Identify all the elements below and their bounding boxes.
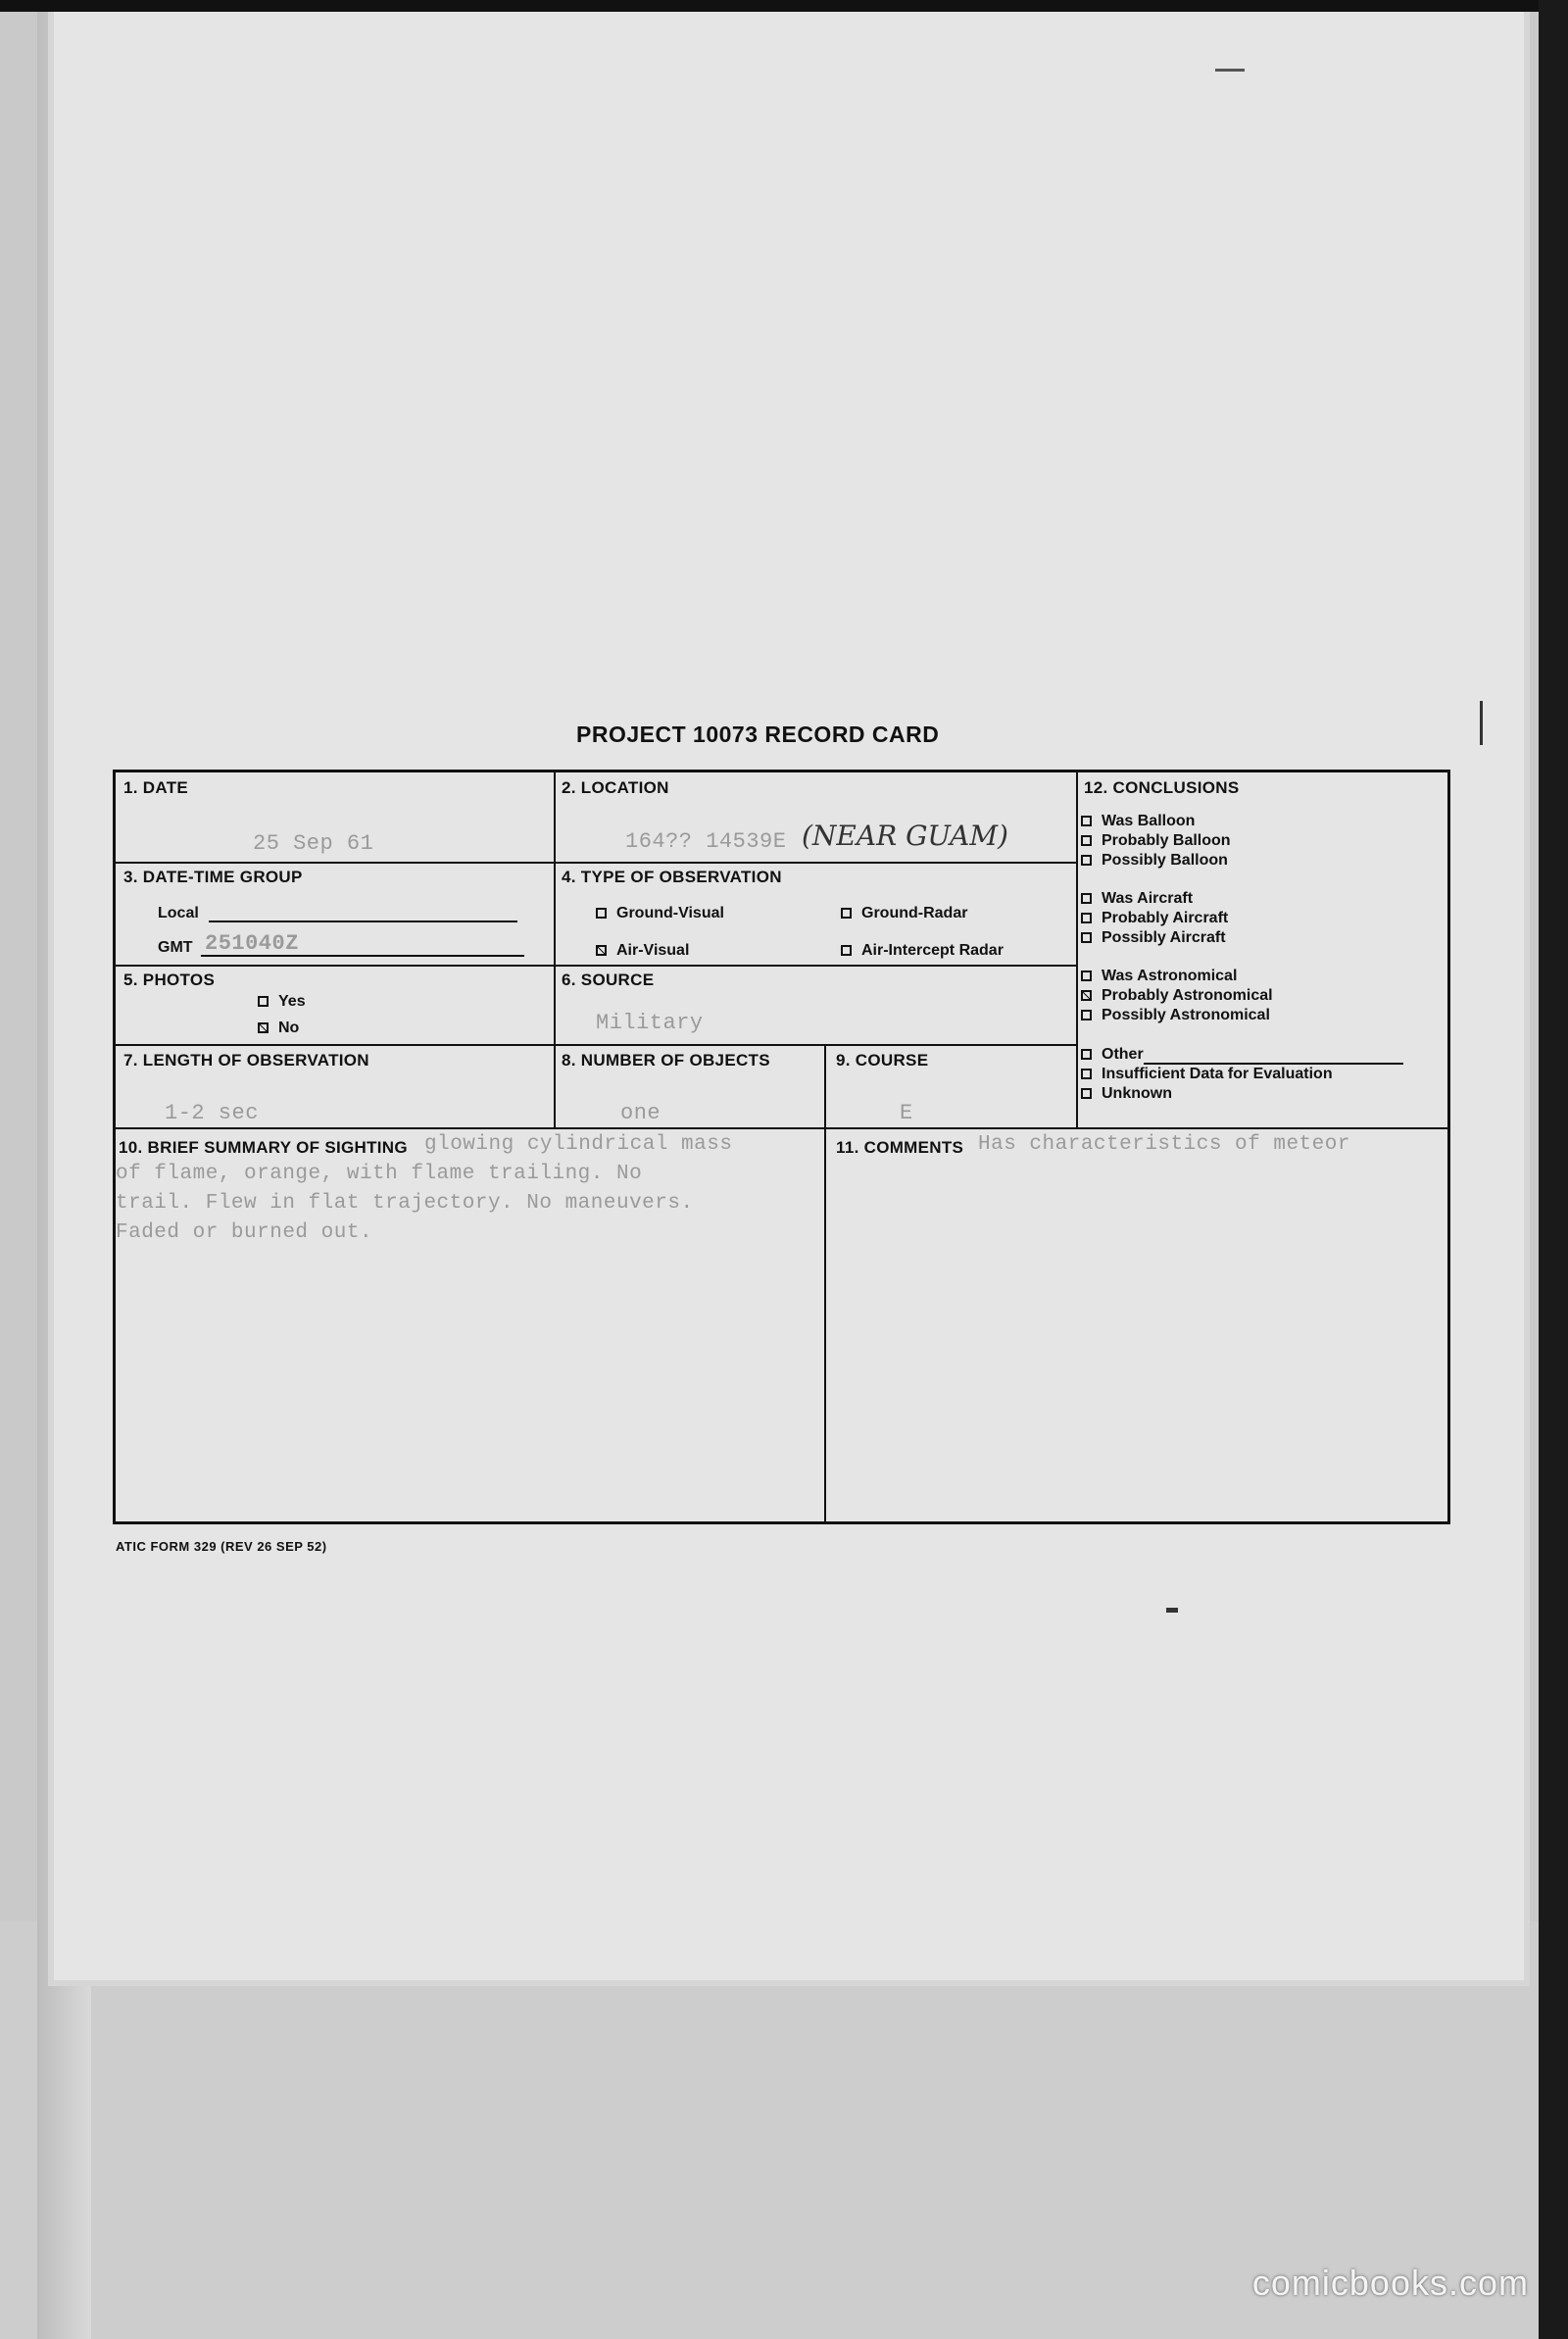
comments-label: 11. COMMENTS [836, 1138, 964, 1157]
source-label: 6. SOURCE [562, 970, 655, 989]
checkbox [1081, 835, 1092, 846]
type-label: 4. TYPE OF OBSERVATION [562, 868, 782, 886]
location-label: 2. LOCATION [562, 778, 669, 797]
length-label: 7. LENGTH OF OBSERVATION [123, 1051, 369, 1070]
photos-label: 5. PHOTOS [123, 970, 216, 989]
length-value: 1-2 sec [165, 1101, 259, 1125]
comments-value: Has characteristics of meteor [978, 1133, 1350, 1156]
divider [554, 772, 556, 1127]
gmt-label [158, 931, 524, 957]
local-field [209, 921, 517, 922]
conclusion-was-astronomical [1081, 967, 1237, 986]
divider [116, 1127, 1450, 1129]
checkbox [258, 996, 269, 1007]
checkbox [1081, 913, 1092, 923]
checkbox [1081, 855, 1092, 866]
photos-no-option [258, 1020, 299, 1037]
conclusion-text: Unknown [1102, 1085, 1172, 1102]
ground-radar-option [841, 905, 967, 922]
divider [824, 1127, 826, 1522]
objects-label: 8. NUMBER OF OBJECTS [562, 1051, 770, 1070]
checkbox [596, 908, 607, 919]
air-visual-option [596, 942, 689, 960]
checkbox [841, 945, 852, 956]
checkbox [1081, 932, 1092, 943]
gmt-label-text: GMT [158, 939, 193, 956]
checkbox [1081, 1010, 1092, 1020]
course-value: E [900, 1101, 913, 1125]
summary-label: 10. BRIEF SUMMARY OF SIGHTING [119, 1138, 408, 1157]
scan-top-border [0, 0, 1568, 12]
source-value: Military [596, 1011, 704, 1035]
conclusion-insufficient-data [1081, 1065, 1333, 1084]
conclusion-was-balloon [1081, 812, 1195, 831]
date-label: 1. DATE [123, 778, 189, 797]
photos-no-text: No [278, 1020, 300, 1036]
form-number: ATIC FORM 329 (REV 26 SEP 52) [116, 1539, 327, 1554]
speck [1166, 1608, 1178, 1613]
photos-yes-text: Yes [278, 993, 306, 1010]
checkbox [1081, 816, 1092, 826]
checkbox [1081, 893, 1092, 904]
conclusion-text: Probably Aircraft [1102, 910, 1229, 926]
conclusion-text: Probably Balloon [1102, 832, 1231, 849]
conclusion-text: Possibly Astronomical [1102, 1007, 1270, 1023]
gmt-value: 251040Z [205, 931, 299, 956]
objects-value: one [620, 1101, 662, 1125]
conclusion-text: Probably Astronomical [1102, 987, 1273, 1004]
conclusion-text: Insufficient Data for Evaluation [1102, 1066, 1333, 1082]
air-visual-text: Air-Visual [616, 942, 690, 959]
conclusion-text: Other [1102, 1046, 1144, 1063]
checkbox-checked [258, 1022, 269, 1033]
checkbox [1081, 1049, 1092, 1060]
checkbox-checked [596, 945, 607, 956]
conclusion-possibly-balloon [1081, 851, 1228, 871]
divider [116, 1044, 1076, 1046]
conclusion-text: Was Aircraft [1102, 890, 1194, 907]
summary-line: of flame, orange, with flame trailing. No [116, 1163, 643, 1185]
air-intercept-radar-text: Air-Intercept Radar [861, 942, 1004, 959]
conclusion-probably-aircraft [1081, 909, 1228, 928]
gmt-field [201, 931, 524, 957]
dtg-label: 3. DATE-TIME GROUP [123, 868, 303, 886]
record-card [113, 770, 1450, 1524]
local-label-text: Local [158, 905, 199, 921]
conclusions-label: 12. CONCLUSIONS [1084, 778, 1240, 797]
conclusion-possibly-astronomical [1081, 1006, 1270, 1025]
ground-visual-option [596, 905, 724, 922]
scan-mark [1215, 69, 1245, 72]
scan-mark [1480, 701, 1483, 745]
conclusion-text: Possibly Balloon [1102, 852, 1228, 869]
photos-yes-option [258, 993, 306, 1011]
checkbox [1081, 1069, 1092, 1079]
local-label [158, 905, 517, 922]
scan-right-border [1539, 0, 1568, 2339]
conclusion-probably-astronomical [1081, 986, 1273, 1006]
checkbox-checked [1081, 990, 1092, 1001]
checkbox [841, 908, 852, 919]
summary-line: trail. Flew in flat trajectory. No maneuvers. [116, 1192, 694, 1215]
date-value: 25 Sep 61 [253, 831, 374, 856]
card-title: PROJECT 10073 RECORD CARD [576, 722, 940, 747]
conclusion-text: Was Astronomical [1102, 968, 1238, 984]
conclusion-text: Possibly Aircraft [1102, 929, 1226, 946]
watermark: comicbooks.com [1251, 2263, 1529, 2303]
conclusion-was-aircraft [1081, 889, 1193, 909]
conclusion-possibly-aircraft [1081, 928, 1226, 948]
location-value: 164?? 14539E [625, 829, 787, 854]
divider [1076, 772, 1078, 1127]
summary-line: glowing cylindrical mass [424, 1133, 733, 1156]
course-label: 9. COURSE [836, 1051, 929, 1070]
air-intercept-radar-option [841, 942, 1004, 960]
conclusion-unknown [1081, 1084, 1172, 1104]
checkbox [1081, 970, 1092, 981]
checkbox [1081, 1088, 1092, 1099]
ground-visual-text: Ground-Visual [616, 905, 724, 921]
conclusion-text: Was Balloon [1102, 813, 1196, 829]
conclusion-probably-balloon [1081, 831, 1231, 851]
divider [116, 862, 1076, 864]
ground-radar-text: Ground-Radar [861, 905, 968, 921]
conclusion-other [1081, 1045, 1403, 1065]
divider [824, 1044, 826, 1128]
divider [116, 965, 1076, 967]
location-handwritten-note: (NEAR GUAM) [802, 820, 1008, 852]
summary-line: Faded or burned out. [116, 1221, 373, 1244]
